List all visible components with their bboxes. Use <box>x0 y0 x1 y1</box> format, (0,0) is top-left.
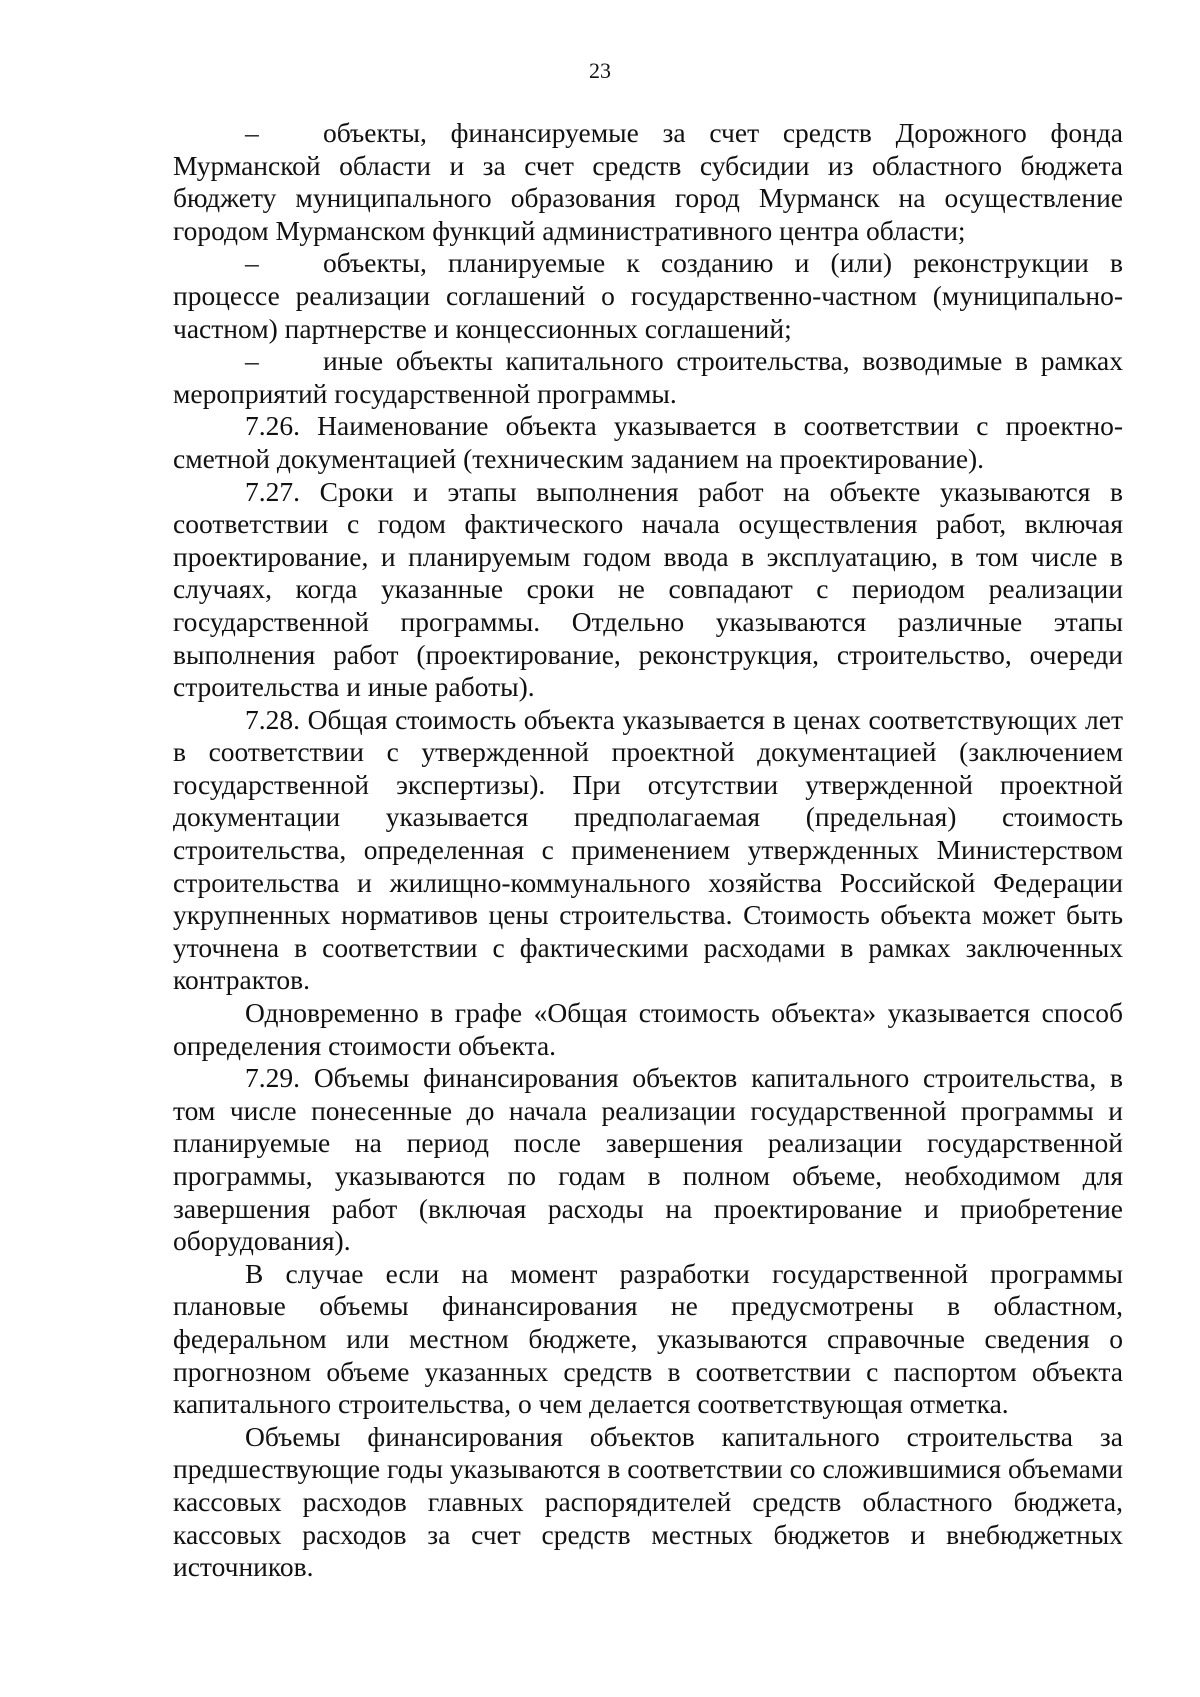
text-paragraph <box>173 1421 1123 1584</box>
paragraph-text: Объемы финансирования объектов капитального строительства за предшествующие годы указываются в соответствии со сложившимися объемами кассовых расходов главных распорядителей средств областного бюджета, кассовых расходов за счет средств местных бюджетов и внебюджетных источников. <box>173 1420 1123 1583</box>
text-paragraph <box>173 997 1123 1062</box>
dash-marker: – <box>245 247 259 279</box>
dash-marker: – <box>245 345 259 377</box>
document-body <box>173 117 1123 1584</box>
paragraph-text: В случае если на момент разработки государственной программы плановые объемы финансирования не предусмотрены в областном, федеральном или местном бюджете, указываются справочные сведения о прогнозном объеме указанных средств в соответствии с паспортом объекта капитального строительства, о чем делается соответствующая отметка. <box>173 1257 1123 1420</box>
paragraph-text: Общая стоимость объекта указывается в ценах соответствующих лет в соответствии с утвержденной проектной документацией (заключением государственной экспертизы). При отсутствии утвержденной проектной документации указывается предполагаемая (предельная) стоимость строительства, определенная с применением утвержденных Министерством строительства и жилищно-коммунального хозяйства Российской Федерации укрупненных нормативов цены строительства. Стоимость объекта может быть уточнена в соответствии с фактическими расходами в рамках заключенных контрактов. <box>173 703 1124 996</box>
paragraph-text: Наименование объекта указывается в соответствии с проектно-сметной документацией (техническим заданием на проектирование). <box>173 410 1123 474</box>
paragraph-text: Сроки и этапы выполнения работ на объекте указываются в соответствии с годом фактического начала осуществления работ, включая проектирование, и планируемым годом ввода в эксплуатацию, в том числе в случаях, когда указанные сроки не совпадают с периодом реализации государственной программы. Отдельно указываются различные этапы выполнения работ (проектирование, реконструкция, строительство, очереди строительства и иные работы). <box>173 475 1124 703</box>
text-paragraph <box>173 1258 1123 1421</box>
dash-marker: – <box>245 117 259 148</box>
clause-number: 7.26. <box>245 410 300 442</box>
clause-paragraph <box>173 410 1123 475</box>
paragraph-text: объекты, планируемые к созданию и (или) реконструкции в процессе реализации соглашений о государственно-частном (муниципально-частном) партнерстве и концессионных соглашений; <box>173 247 1123 344</box>
bullet-paragraph <box>173 345 1123 410</box>
paragraph-text: Объемы финансирования объектов капитального строительства, в том числе понесенные до начала реализации государственной программы и планируемые на период после завершения реализации государственной программы, указываются по годам в полном объеме, необходимом для завершения работ (включая расходы на проектирование и приобретение оборудования). <box>173 1062 1123 1257</box>
paragraph-text: объекты, финансируемые за счет средств Дорожного фонда Мурманской области и за счет средств субсидии из областного бюджета бюджету муниципального образования город Мурманск на осуществление городом Мурманском функций административного центра области; <box>173 117 1123 246</box>
clause-number: 7.27. <box>245 475 300 507</box>
paragraph-text: иные объекты капитального строительства, возводимые в рамках мероприятий государственной программы. <box>173 345 1123 409</box>
clause-paragraph <box>173 704 1123 997</box>
paragraph-text: Одновременно в графе «Общая стоимость объекта» указывается способ определения стоимости объекта. <box>173 997 1123 1061</box>
page-number: 23 <box>589 58 611 83</box>
bullet-paragraph <box>173 117 1123 247</box>
clause-paragraph <box>173 476 1123 704</box>
clause-number: 7.28. <box>245 703 300 735</box>
bullet-paragraph <box>173 247 1123 345</box>
clause-number: 7.29. <box>245 1062 300 1094</box>
clause-paragraph <box>173 1062 1123 1258</box>
